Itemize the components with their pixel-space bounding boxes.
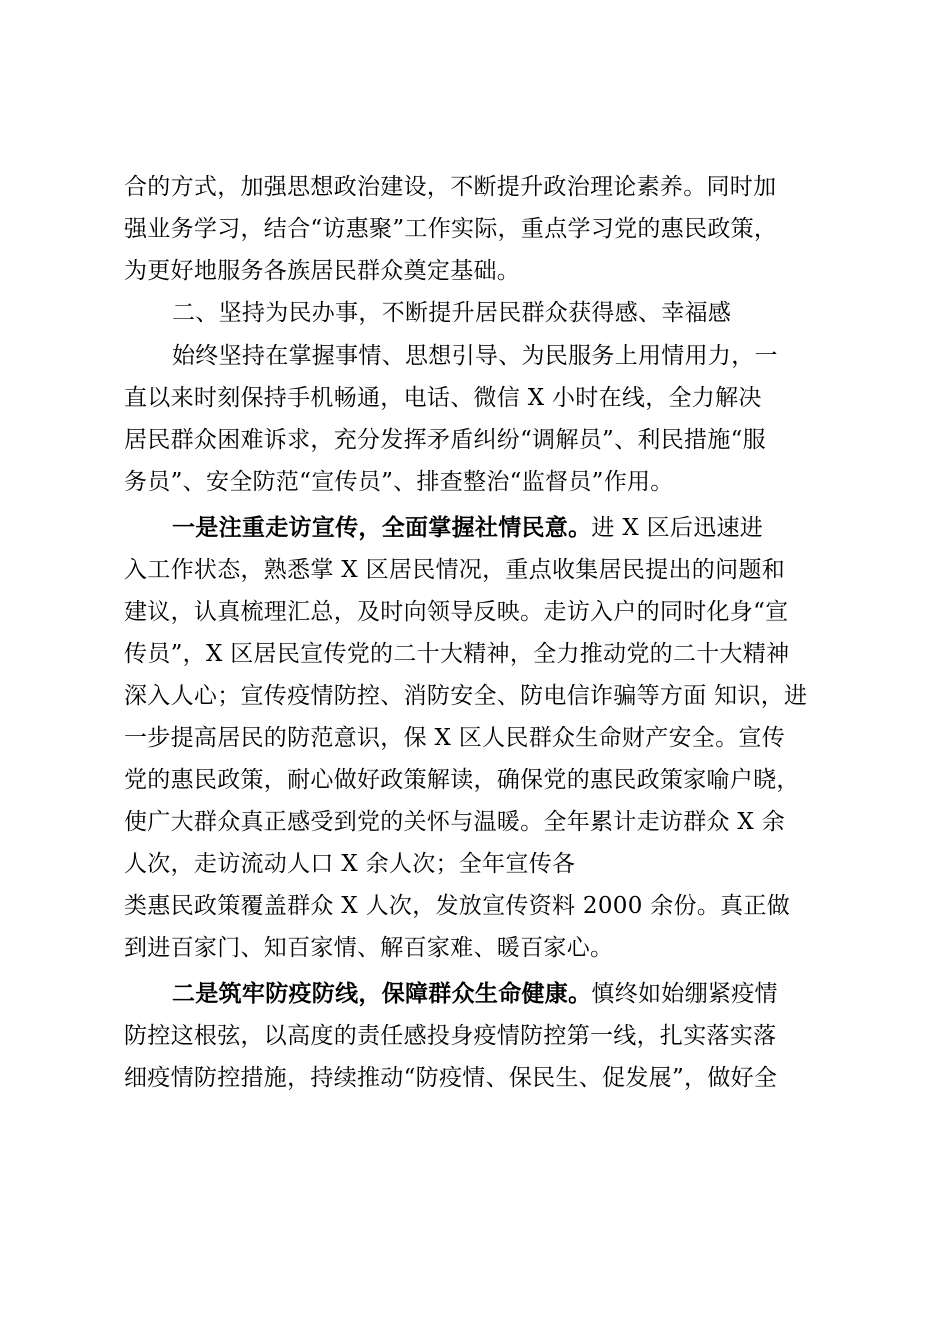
paragraph-line: 深入人心；宣传疫情防控、消防安全、防电信诈骗等方面 知识，进 <box>124 683 808 709</box>
paragraph-line: 使广大群众真正感受到党的关怀与温暖。全年累计走访群众 X 余 <box>124 809 785 835</box>
bold-lead-1: 一是注重走访宣传，全面掌握社情民意。 <box>172 515 592 541</box>
paragraph-line: 党的惠民政策，耐心做好政策解读，确保党的惠民政策家喻户晓， <box>124 767 800 793</box>
paragraph-line: 居民群众困难诉求，充分发挥矛盾纠纷“调解员”、利民措施“服 <box>124 427 766 453</box>
paragraph-line: 防控这根弦，以高度的责任感投身疫情防控第一线，扎实落实落 <box>124 1023 777 1049</box>
paragraph-line: 建议，认真梳理汇总，及时向领导反映。走访入户的同时化身“宣 <box>124 599 789 625</box>
paragraph-line: 传员”，X 区居民宣传党的二十大精神，全力推动党的二十大精神 <box>124 641 790 667</box>
paragraph-line <box>172 979 778 1009</box>
paragraph-text: 慎终如始绷紧疫情 <box>591 981 778 1007</box>
paragraph-line: 为更好地服务各族居民群众奠定基础。 <box>124 258 521 284</box>
paragraph-line: 人次，走访流动人口 X 余人次；全年宣传各 <box>124 851 576 877</box>
paragraph-line: 一步提高居民的防范意识，保 X 区人民群众生命财产安全。宣传 <box>124 725 785 751</box>
paragraph-line: 到进百家门、知百家情、解百家难、暖百家心。 <box>124 935 614 961</box>
paragraph-line: 入工作状态，熟悉掌 X 区居民情况，重点收集居民提出的问题和 <box>124 557 785 583</box>
paragraph-line: 强业务学习，结合“访惠聚”工作实际，重点学习党的惠民政策， <box>124 216 778 242</box>
paragraph-text: 进 X 区后迅速进 <box>591 515 764 541</box>
bold-lead-2: 二是筑牢防疫防线，保障群众生命健康。 <box>172 981 592 1007</box>
paragraph-line: 类惠民政策覆盖群众 X 人次，发放宣传资料 2000 余份。真正做 <box>124 893 791 919</box>
paragraph-line: 直以来时刻保持手机畅通，电话、微信 X 小时在线，全力解决 <box>124 385 762 411</box>
paragraph-line: 始终坚持在掌握事情、思想引导、为民服务上用情用力，一 <box>172 343 778 369</box>
section-heading: 二、坚持为民办事，不断提升居民群众获得感、幸福感 <box>172 300 732 326</box>
paragraph-line: 务员”、安全防范“宣传员”、排查整治“监督员”作用。 <box>124 469 674 495</box>
paragraph-line <box>172 513 763 543</box>
paragraph-line: 合的方式，加强思想政治建设，不断提升政治理论素养。同时加 <box>124 174 777 200</box>
paragraph-line: 细疫情防控措施，持续推动“防疫情、保民生、促发展”，做好全 <box>124 1065 778 1091</box>
